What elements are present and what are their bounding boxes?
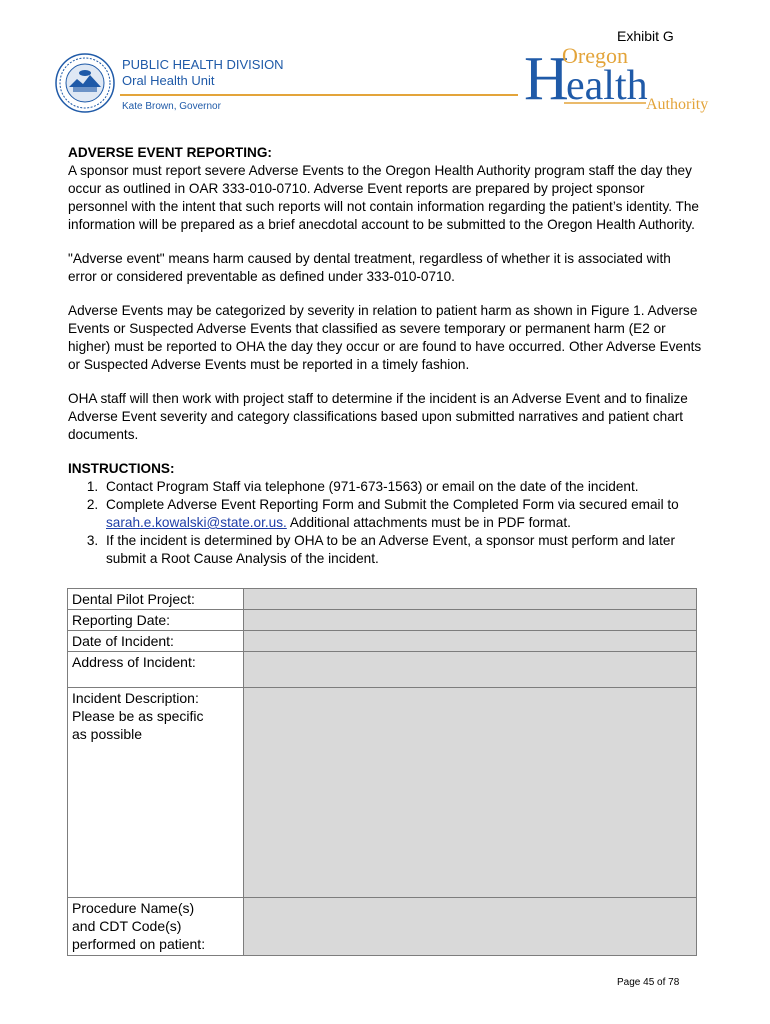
adverse-paragraph-2: "Adverse event" means harm caused by dental treatment, regardless of whether it is associated with error or considered preventable as defined under 333-010-0710. (68, 251, 671, 284)
email-link[interactable]: sarah.e.kowalski@state.or.us. (106, 515, 287, 530)
address-field[interactable] (244, 652, 697, 688)
governor-name: Kate Brown, Governor (122, 101, 221, 112)
project-field[interactable] (244, 589, 697, 610)
incident-date-field[interactable] (244, 631, 697, 652)
adverse-event-form (67, 588, 697, 956)
procedure-label: Procedure Name(s) and CDT Code(s) performed on patient: (68, 898, 244, 956)
reporting-date-field[interactable] (244, 610, 697, 631)
instruction-item: 1. Contact Program Staff via telephone (971-673-1563) or email on the date of the incident. (102, 478, 702, 496)
oregon-state-seal (55, 53, 115, 113)
address-label: Address of Incident: (68, 652, 244, 688)
adverse-paragraph-4: OHA staff will then work with project staff to determine if the incident is an Adverse Event and to finalize Adverse Event severity and category classifications based upon submitted narratives and patient chart documents. (68, 391, 688, 442)
division-name: PUBLIC HEALTH DIVISION (122, 57, 284, 72)
procedure-field[interactable] (244, 898, 697, 956)
instructions-list (68, 478, 702, 568)
unit-name: Oral Health Unit (122, 73, 215, 88)
adverse-paragraph-1: A sponsor must report severe Adverse Events to the Oregon Health Authority program staff the day they occur as outlined in OAR 333-010-0710. Adverse Event reports are prepared by project sponsor personnel with the intent that such reports will not contain information regarding the patient’s identity. The information will be prepared as a brief anecdotal account to be submitted to the Oregon Health Authority. (68, 163, 699, 232)
logo-ealth: ealth (566, 63, 648, 109)
adverse-paragraph-3: Adverse Events may be categorized by severity in relation to patient harm as shown in Figure 1. Adverse Events or Suspected Adverse Events that classified as severe temporary or permanent harm (E2 or higher) must be reported to OHA the day they occur or are found to have occurred. Other Adverse Events or Suspected Adverse Events must be reported in a timely fashion. (68, 303, 702, 372)
document-body (68, 144, 702, 568)
header-rule (120, 94, 518, 96)
incident-description-field[interactable] (244, 688, 697, 898)
logo-h-letter: H (524, 45, 569, 113)
instruction-item: 2. Complete Adverse Event Reporting Form and Submit the Completed Form via secured email to sarah.e.kowalski@state.or.us. Additional attachments must be in PDF format. (102, 496, 702, 532)
instruction-item: 3. If the incident is determined by OHA to be an Adverse Event, a sponsor must perform and later submit a Root Cause Analysis of the incident. (102, 532, 702, 568)
logo-oregon: Oregon (562, 43, 628, 68)
project-label: Dental Pilot Project: (68, 589, 244, 610)
incident-date-label: Date of Incident: (68, 631, 244, 652)
incident-description-label: Incident Description: Please be as specific as possible (68, 688, 244, 898)
page-number: Page 45 of 78 (617, 977, 680, 988)
instructions-heading: INSTRUCTIONS: (68, 461, 175, 476)
oregon-health-authority-logo (520, 35, 715, 115)
adverse-heading: ADVERSE EVENT REPORTING: (68, 145, 272, 160)
logo-authority: Authority (646, 96, 709, 113)
exhibit-label: Exhibit G (617, 28, 674, 44)
reporting-date-label: Reporting Date: (68, 610, 244, 631)
